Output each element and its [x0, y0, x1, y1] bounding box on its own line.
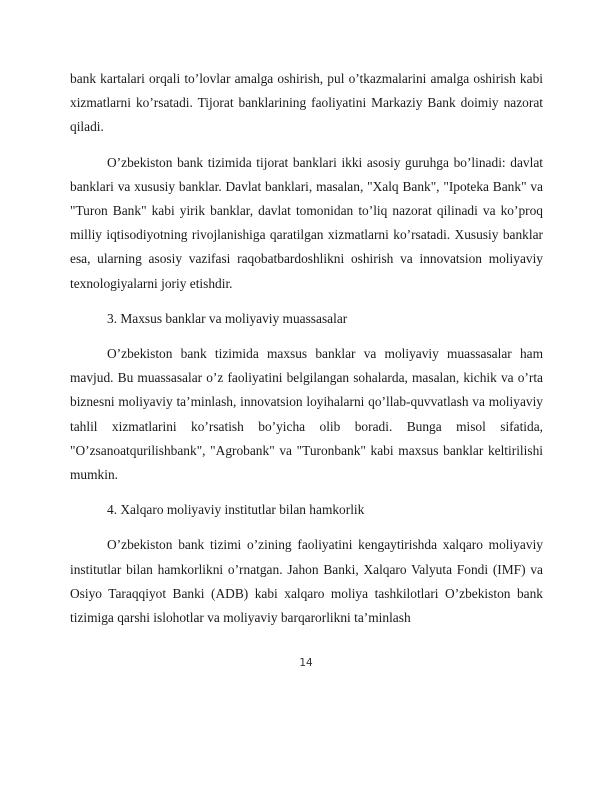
paragraph-bank-cards: bank kartalari orqali to’lovlar amalga oshirish, pul o’tkazmalarini amalga oshirish kabi xizmatlarni ko’rsatadi. Tijorat banklarining faoliyatini Markaziy Bank doimiy nazorat qiladi.: [70, 71, 543, 135]
paragraph-special-banks: O’zbekiston bank tizimida maxsus banklar va moliyaviy muassasalar ham mavjud. Bu muassasalar o’z faoliyatini belgilangan sohalarda, masalan, kichik va o’rta biznesni moliyaviy ta’minlash, innovatsion loyihalarni qo’llab-quvvatlash va moliyaviy tahlil xizmatlarini ko’rsatish bo’yicha olib boradi. Bunga misol sifatida, "O’zsanoatqurilishbank", "Agrobank" va "Turonbank" kabi maxsus banklar keltirilishi mumkin.: [70, 346, 543, 483]
section-heading-special-banks: 3. Maxsus banklar va moliyaviy muassasalar: [107, 310, 348, 326]
section-heading-international-cooperation: 4. Xalqaro moliyaviy institutlar bilan hamkorlik: [107, 502, 365, 518]
paragraph-commercial-banks-groups: O’zbekiston bank tizimida tijorat banklari ikki asosiy guruhga bo’linadi: davlat banklari va xususiy banklar. Davlat banklari, masalan, "Xalq Bank", "Ipoteka Bank" va "Turon Bank" kabi yirik banklar, davlat tomonidan to’liq nazorat qilinadi va ko’proq milliy iqtisodiyotning rivojlanishiga qaratilgan xizmatlarni ko’rsatadi. Xususiy banklar esa, ularning asosiy vazifasi raqobatbardoshlikni oshirish va innovatsion moliyaviy texnologiyalarni joriy etishdir.: [70, 154, 543, 291]
document-page: [70, 67, 543, 641]
paragraph-international-cooperation: O’zbekiston bank tizimi o’zining faoliyatini kengaytirishda xalqaro moliyaviy institutlar bilan hamkorlikni o’rnatgan. Jahon Banki, Xalqaro Valyuta Fondi (IMF) va Osiyo Taraqqiyot Banki (ADB) kabi xalqaro moliya tashkilotlari O’zbekiston bank tizimiga qarshi islohotlar va moliyaviy barqarorlikni ta’minlash: [70, 537, 543, 626]
page-number: 14: [299, 657, 313, 669]
